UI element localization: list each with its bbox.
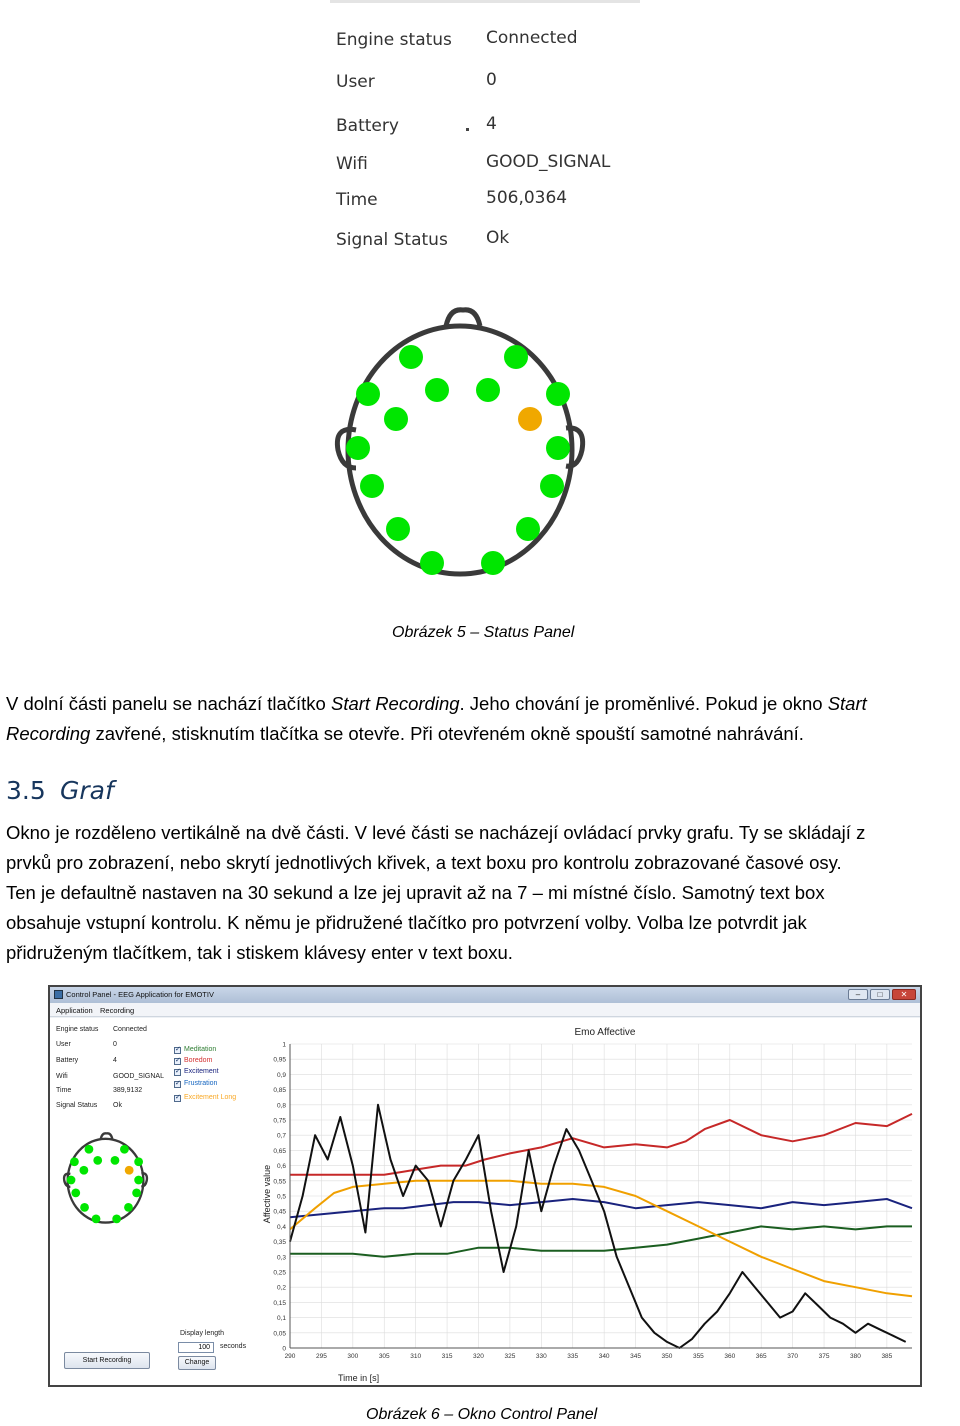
figure-6-caption: Obrázek 6 – Okno Control Panel <box>366 1406 598 1423</box>
status-value: GOOD_SIGNAL <box>113 1073 164 1080</box>
text-run: . Jeho chování je proměnlivé. Pokud je okno <box>459 693 828 714</box>
status-value: Connected <box>113 1026 147 1033</box>
divider <box>330 0 640 3</box>
y-tick-label: 0,35 <box>273 1239 286 1247</box>
sensor-dot <box>546 382 570 406</box>
sensor-dot <box>516 517 540 541</box>
y-tick-label: 0,6 <box>276 1163 286 1171</box>
series-line <box>290 1181 912 1297</box>
y-tick-label: 0,75 <box>273 1117 286 1125</box>
x-tick-label: 305 <box>378 1353 390 1360</box>
menu-recording[interactable]: Recording <box>100 1006 135 1015</box>
status-value: 4 <box>486 114 497 134</box>
status-label: Time <box>56 1087 72 1094</box>
x-tick-label: 315 <box>441 1353 453 1360</box>
sensor-dot <box>134 1157 143 1166</box>
sensor-dot <box>546 436 570 460</box>
y-axis-label: Affective value <box>262 1164 272 1224</box>
head-outline <box>68 1139 144 1223</box>
status-label: Signal Status <box>56 1102 98 1109</box>
checkbox-box[interactable] <box>174 1081 181 1088</box>
sensor-dot <box>384 407 408 431</box>
x-tick-label: 295 <box>315 1353 327 1360</box>
sensor-dot <box>79 1166 88 1175</box>
checkbox-box[interactable] <box>174 1095 181 1102</box>
y-tick-label: 0,3 <box>276 1254 286 1262</box>
display-length-input[interactable]: 100 <box>178 1342 214 1353</box>
x-axis-label: Time in [s] <box>338 1373 380 1383</box>
status-value: 0 <box>113 1041 117 1048</box>
x-tick-label: 330 <box>535 1353 547 1360</box>
y-tick-label: 0,85 <box>273 1087 286 1095</box>
text-run: V dolní části panelu se nachází tlačítko <box>6 693 331 714</box>
y-tick-label: 0,2 <box>276 1284 286 1292</box>
x-tick-label: 360 <box>724 1353 736 1360</box>
y-tick-label: 0,5 <box>276 1193 286 1201</box>
mini-head-sensor-map <box>58 1130 153 1228</box>
sensor-dot <box>425 378 449 402</box>
x-tick-label: 340 <box>598 1353 610 1360</box>
x-tick-label: 385 <box>881 1353 893 1360</box>
y-tick-label: 0,45 <box>273 1208 286 1216</box>
chart-title: Emo Affective <box>574 1027 636 1038</box>
status-value: Connected <box>486 28 578 48</box>
y-tick-label: 0,1 <box>276 1315 286 1323</box>
status-label: User <box>336 72 375 92</box>
x-tick-label: 335 <box>567 1353 579 1360</box>
status-row-wifi <box>336 150 636 180</box>
status-label: Signal Status <box>336 230 448 250</box>
x-tick-label: 325 <box>504 1353 516 1360</box>
battery-marker <box>466 128 469 131</box>
sensor-dot <box>92 1214 101 1223</box>
status-row-battery <box>56 1057 246 1068</box>
window-title: Control Panel - EEG Application for EMOTIV <box>66 990 214 999</box>
checkbox-label: Excitement Long <box>184 1094 237 1101</box>
sensor-dot <box>386 517 410 541</box>
x-tick-label: 355 <box>692 1353 704 1360</box>
sensor-dot <box>356 382 380 406</box>
section-title: Graf <box>60 776 114 805</box>
x-tick-label: 370 <box>787 1353 799 1360</box>
x-tick-label: 290 <box>284 1353 296 1360</box>
section-number: 3.5 <box>6 776 46 805</box>
y-tick-label: 0,65 <box>273 1147 286 1155</box>
x-tick-label: 300 <box>347 1353 359 1360</box>
sensor-dot <box>111 1156 120 1165</box>
x-tick-label: 320 <box>473 1353 484 1360</box>
status-value: 389,9132 <box>113 1087 143 1094</box>
checkbox-box[interactable] <box>174 1047 181 1054</box>
paragraph-line: prvků pro zobrazení, nebo skrytí jednotlivých křivek, a text boxu pro kontrolu zobrazované časové osy. <box>6 852 842 873</box>
paragraph-graf <box>6 818 956 968</box>
italic-run: Start <box>827 693 867 714</box>
sensor-dot-fair <box>518 407 542 431</box>
control-panel-window <box>48 985 922 1387</box>
control-sidebar <box>50 1018 250 1385</box>
checkbox-label: Meditation <box>184 1046 217 1053</box>
sensor-dot <box>399 345 423 369</box>
menu-bar <box>50 1003 920 1017</box>
y-tick-label: 0,8 <box>276 1102 286 1110</box>
maximize-button[interactable]: □ <box>870 989 890 1000</box>
y-tick-label: 0,25 <box>273 1269 286 1277</box>
head-sensor-map <box>330 300 590 590</box>
sensor-dot <box>540 474 564 498</box>
sensor-dot <box>120 1145 129 1154</box>
status-row-battery <box>336 112 636 142</box>
change-button[interactable]: Change <box>178 1356 216 1370</box>
sensor-dot <box>360 474 384 498</box>
seconds-label: seconds <box>220 1343 247 1350</box>
sensor-dot <box>132 1188 141 1197</box>
checkbox-box[interactable] <box>174 1058 181 1065</box>
sensor-dot <box>420 551 444 575</box>
y-tick-label: 0,9 <box>276 1071 286 1079</box>
sensor-dot <box>346 436 370 460</box>
sensor-dot <box>481 551 505 575</box>
italic-run: Recording <box>6 723 91 744</box>
y-tick-label: 0,55 <box>273 1178 286 1186</box>
figure-5-caption: Obrázek 5 – Status Panel <box>392 624 575 641</box>
x-tick-label: 310 <box>410 1353 422 1360</box>
status-value: GOOD_SIGNAL <box>486 152 611 172</box>
sensor-dot <box>71 1188 80 1197</box>
sensor-dot <box>93 1156 102 1165</box>
status-value: Ok <box>113 1102 122 1109</box>
y-tick-label: 0,7 <box>276 1132 286 1140</box>
status-row-signal <box>336 226 636 256</box>
status-row-engine <box>336 26 636 56</box>
status-label: Wifi <box>336 154 368 174</box>
app-icon <box>54 990 63 999</box>
menu-application[interactable]: Application <box>56 1006 93 1015</box>
status-label: Battery <box>336 116 399 136</box>
status-value: 4 <box>113 1057 117 1064</box>
sensor-dot <box>504 345 528 369</box>
start-recording-button[interactable]: Start Recording <box>64 1352 150 1369</box>
affective-graph-panel <box>250 1018 920 1385</box>
minimize-button[interactable]: – <box>848 989 868 1000</box>
close-button[interactable]: ✕ <box>892 989 916 1000</box>
status-label: User <box>56 1041 71 1048</box>
x-tick-label: 345 <box>630 1353 641 1360</box>
sensor-dot <box>80 1203 89 1212</box>
sensor-dot <box>67 1176 76 1185</box>
status-value: 506,0364 <box>486 188 568 208</box>
y-tick-label: 1 <box>282 1041 286 1049</box>
status-label: Battery <box>56 1057 79 1064</box>
sensor-dot <box>124 1203 133 1212</box>
y-tick-label: 0 <box>282 1345 286 1353</box>
status-row-engine <box>56 1026 246 1037</box>
window-titlebar <box>50 987 920 1003</box>
italic-run: Start Recording <box>330 693 460 714</box>
x-tick-label: 380 <box>850 1353 861 1360</box>
sensor-dot <box>134 1176 143 1185</box>
status-label: Time <box>336 190 378 210</box>
sensor-dot-fair <box>125 1166 134 1175</box>
paragraph-line: přidruženým tlačítkem, tak i stiskem klávesy enter v text boxu. <box>6 942 513 963</box>
checkbox-label: Boredom <box>184 1057 213 1064</box>
paragraph-line: obsahuje vstupní kontrolu. K němu je přidružené tlačítko pro potvrzení volby. Volba lze potvrdit jak <box>6 912 807 933</box>
sensor-dot <box>112 1214 121 1223</box>
affective-chart <box>250 1018 920 1385</box>
status-label: Engine status <box>336 30 452 50</box>
x-tick-label: 365 <box>755 1353 767 1360</box>
text-run: zavřené, stisknutím tlačítka se otevře. Při otevřeném okně spouští samotné nahrávání. <box>90 723 804 744</box>
status-label: Engine status <box>56 1026 99 1033</box>
status-row-user <box>336 68 636 98</box>
status-value: Ok <box>486 228 510 248</box>
y-tick-label: 0,4 <box>276 1223 286 1231</box>
y-tick-label: 0,95 <box>273 1056 286 1064</box>
checkbox-label: Excitement <box>184 1068 219 1075</box>
head-outline <box>348 326 572 574</box>
status-value: 0 <box>486 70 497 90</box>
paragraph-line: Okno je rozděleno vertikálně na dvě části. V levé části se nacházejí ovládací prvky grafu. Ty se skládají z <box>6 822 866 843</box>
chart-grid <box>290 1044 912 1348</box>
status-row-time <box>336 186 636 216</box>
checkbox-box[interactable] <box>174 1069 181 1076</box>
checkbox-label: Frustration <box>184 1080 218 1087</box>
paragraph-line: Ten je defaultně nastaven na 30 sekund a lze jej upravit až na 7 – mi místné číslo. Samotný text box <box>6 882 825 903</box>
status-row-user <box>56 1041 246 1052</box>
display-length-label: Display length <box>180 1330 224 1337</box>
y-tick-label: 0,15 <box>273 1299 286 1307</box>
x-tick-label: 375 <box>818 1353 830 1360</box>
sensor-dot <box>85 1145 94 1154</box>
status-row-signal <box>56 1102 246 1113</box>
x-tick-label: 350 <box>661 1353 673 1360</box>
y-tick-label: 0,05 <box>273 1330 286 1338</box>
sensor-dot <box>70 1157 79 1166</box>
status-panel-figure <box>330 0 640 262</box>
section-heading <box>6 776 114 805</box>
paragraph-start-recording <box>6 689 956 749</box>
sensor-dot <box>476 378 500 402</box>
status-label: Wifi <box>56 1073 68 1080</box>
